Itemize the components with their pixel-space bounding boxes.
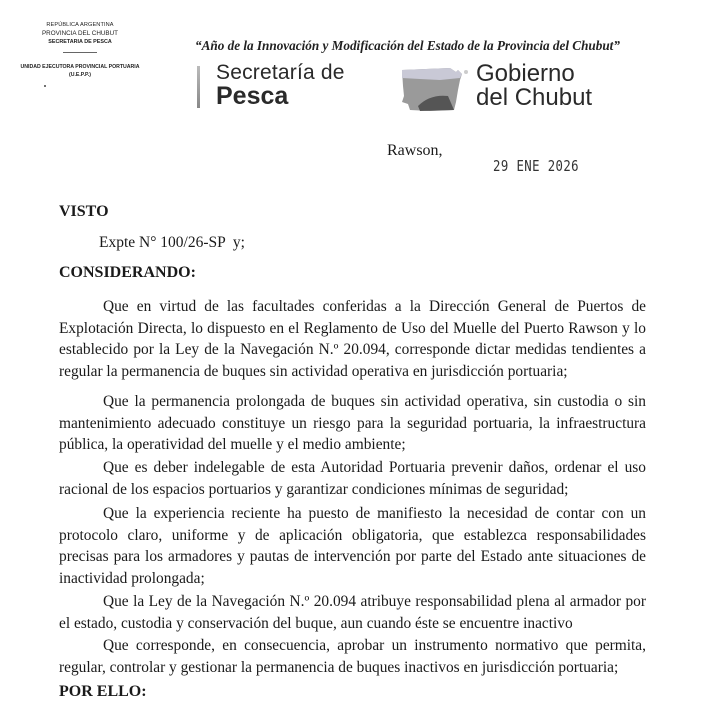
visto-heading: VISTO (59, 203, 109, 220)
secretariat-label: SECRETARIA DE PESCA (48, 39, 112, 45)
considerando-paragraph: Que la Ley de la Navegación N.º 20.094 atribuye responsabilidad plena al armador por el estado, custodia y conservación del buque, aun cuando éste se encuentre inactivo (59, 593, 646, 632)
secretaria-logo-line1: Secretaría de (216, 61, 345, 84)
considerando-paragraph: Que la experiencia reciente ha puesto de manifiesto la necesidad de contar con un protocolo claro, uniforme y de aplicación obligatoria, que establezca responsabilidades precisas para los armadores y pautas de intervención por parte del Estado ante situaciones de inactividad prolongada; (59, 505, 646, 587)
gobierno-logo-line1: Gobierno (476, 60, 575, 87)
place-label: Rawson, (387, 142, 443, 159)
secretaria-logo-bar (197, 66, 200, 108)
unit-label: UNIDAD EJECUTORA PROVINCIAL PORTUARIA (20, 64, 140, 70)
province-label: PROVINCIA DEL CHUBUT (41, 30, 119, 37)
chubut-map-icon (400, 66, 470, 112)
considerando-paragraph: Que la permanencia prolongada de buques sin actividad operativa, sin custodia o sin mantenimiento adecuado constituye un riesgo para la seguridad portuaria, la infraestructura pública, la operatividad del muelle y el medio ambiente; (59, 393, 646, 453)
secretaria-logo-line2: Pesca (216, 82, 289, 110)
country-label: REPÚBLICA ARGENTINA (46, 22, 114, 28)
institution-header (0, 22, 160, 78)
date-stamp: 29 ENE 2026 (493, 157, 579, 175)
por-ello-heading: POR ELLO: (59, 683, 147, 700)
considerando-heading: CONSIDERANDO: (59, 264, 196, 281)
gobierno-chubut-logo (476, 62, 592, 110)
year-motto: “Año de la Innovación y Modificación del Estado de la Provincia del Chubut” (195, 38, 620, 53)
unit-acronym: (U.E.P.P.) (68, 72, 91, 78)
scan-speck (44, 85, 46, 87)
expediente-reference: Expte N° 100/26-SP y; (99, 234, 245, 251)
considerando-paragraph: Que es deber indelegable de esta Autoridad Portuaria prevenir daños, ordenar el uso racional de los espacios portuarios y garantizar condiciones mínimas de seguridad; (59, 459, 646, 498)
header-divider (63, 52, 97, 53)
considerando-paragraph: Que en virtud de las facultades conferidas a la Dirección General de Puertos de Explotación Directa, lo dispuesto en el Reglamento de Uso del Muelle del Puerto Rawson y lo establecido por la Ley de la Navegación N.º 20.094, corresponde dictar medidas tendientes a regular la permanencia de buques sin actividad operativa en jurisdicción portuaria; (59, 298, 646, 380)
considerando-paragraph: Que corresponde, en consecuencia, aprobar un instrumento normativo que permita, regular, controlar y gestionar la permanencia de buques inactivos en jurisdicción portuaria; (59, 637, 646, 676)
secretaria-pesca-logo (216, 62, 345, 109)
gobierno-logo-line2: del Chubut (476, 84, 593, 111)
